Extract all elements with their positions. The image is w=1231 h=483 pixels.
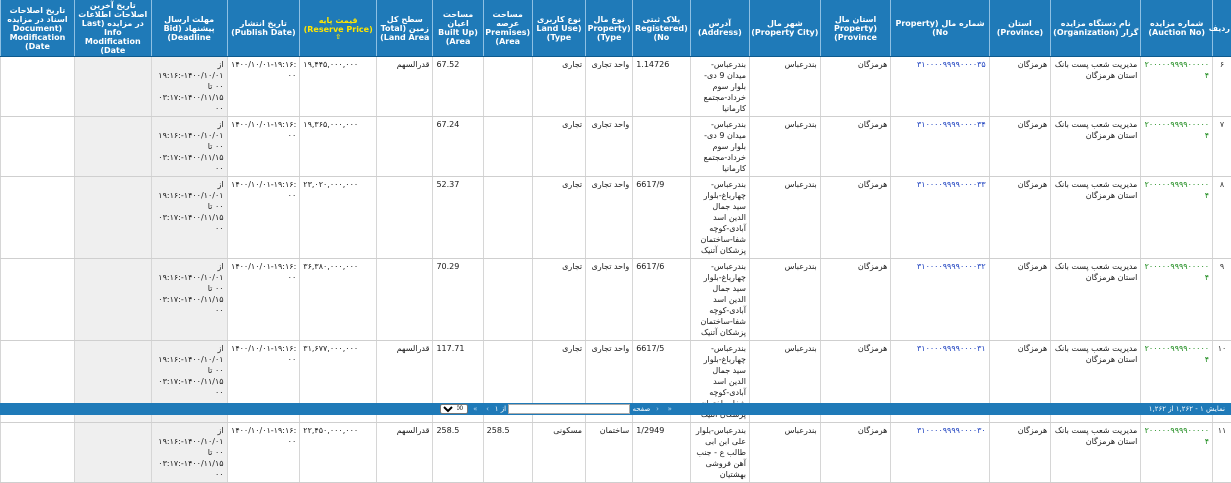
cell-land-use: تجاری [532,177,585,259]
cell-property-city: بندرعباس [750,57,821,117]
col-header-property-province[interactable]: استان مال (Property Province) [820,0,891,57]
cell-reserve-price: ۱۹,۴۴۵,۰۰۰,۰۰۰ [300,57,377,117]
cell-publish-date: ۱۴۰۰/۱۰/۰۱-۱۹:۱۶:۰۰ [227,177,300,259]
cell-info-modification-date [74,259,151,341]
cell-property-no[interactable]: ۳۱۰۰۰۰۹۹۹۹۰۰۰۰۳۳ [891,177,989,259]
cell-land-area: قدرالسهم [377,57,433,117]
cell-premises-area: 258.5 [483,423,532,483]
pagination-controls [440,403,675,415]
page-label: صفحه [633,405,651,413]
pagination-info: نمایش ۱ - ۱,۲۶۲ از ۱,۲۶۲ [1149,403,1225,415]
table-header-row [1,0,1231,57]
cell-row: ۱۰ [1213,341,1231,423]
cell-bid-deadline: از ۱۴۰۰/۱۰/۰۱-۱۹:۱۶:۰۰ تا ۱۴۰۰/۱۱/۱۵-۰۳:۱۷:۰۰ [151,57,227,117]
next-page-button[interactable]: › [482,403,492,415]
cell-row: ۶ [1213,57,1231,117]
col-header-reserve-price-label: قیمت پایه (Reserve Price) [304,16,373,34]
cell-property-no[interactable]: ۳۱۰۰۰۰۹۹۹۹۰۰۰۰۳۰ [891,423,989,483]
cell-registered-no: 6617/9 [633,177,690,259]
cell-publish-date: ۱۴۰۰/۱۰/۰۱-۱۹:۱۶:۰۰ [227,259,300,341]
cell-premises-area [483,259,532,341]
cell-land-area: قدرالسهم [377,423,433,483]
cell-premises-area [483,177,532,259]
cell-address: بندرعباس-چهارباغ-بلوار سید جمال الدین اسد آبادی-کوچه شفا-ساختمان پزشکان آتنیک [690,177,749,259]
cell-auction-no[interactable]: ۲۰۰۰۰۰۹۹۹۹۰۰۰۰۰۴ [1141,423,1213,483]
cell-info-modification-date [74,117,151,177]
cell-organization: مدیریت شعب پست بانک استان هرمزگان [1051,177,1141,259]
table-row[interactable] [1,423,1231,483]
cell-property-no[interactable]: ۳۱۰۰۰۰۹۹۹۹۰۰۰۰۳۱ [891,341,989,423]
cell-organization: مدیریت شعب پست بانک استان هرمزگان [1051,341,1141,423]
cell-reserve-price: ۳۱,۶۷۷,۰۰۰,۰۰۰ [300,341,377,423]
col-header-publish-date[interactable]: تاریخ انتشار (Publish Date) [227,0,300,57]
cell-bid-deadline: از ۱۴۰۰/۱۰/۰۱-۱۹:۱۶:۰۰ تا ۱۴۰۰/۱۱/۱۵-۰۳:۱۷:۰۰ [151,341,227,423]
cell-property-no[interactable]: ۳۱۰۰۰۰۹۹۹۹۰۰۰۰۳۲ [891,259,989,341]
col-header-province[interactable]: استان (Province) [989,0,1050,57]
cell-property-no[interactable]: ۳۱۰۰۰۰۹۹۹۹۰۰۰۰۳۴ [891,117,989,177]
cell-reserve-price: ۲۲,۴۵۰,۰۰۰,۰۰۰ [300,423,377,483]
cell-bid-deadline: از ۱۴۰۰/۱۰/۰۱-۱۹:۱۶:۰۰ تا ۱۴۰۰/۱۱/۱۵-۰۳:۱۷:۰۰ [151,423,227,483]
cell-land-area [377,117,433,177]
first-page-button[interactable]: « [665,403,675,415]
cell-reserve-price: ۱۹,۳۶۵,۰۰۰,۰۰۰ [300,117,377,177]
cell-address: بندرعباس-میدان 9 دی-بلوار سوم خرداد-مجتمع کارمانیا [690,57,749,117]
cell-document-modification-date [1,259,75,341]
cell-auction-no[interactable]: ۲۰۰۰۰۰۹۹۹۹۰۰۰۰۰۴ [1141,57,1213,117]
cell-address: بندرعباس-چهارباغ-بلوار سید جمال الدین اسد آبادی-کوچه [690,341,749,423]
cell-land-use: مسکونی [532,423,585,483]
cell-property-province: هرمزگان [820,341,891,423]
cell-built-up-area: 52.37 [433,177,483,259]
last-page-button[interactable]: » [470,403,480,415]
prev-page-button[interactable]: ‹ [653,403,663,415]
cell-organization: مدیریت شعب پست بانک استان هرمزگان [1051,57,1141,117]
cell-row: ۹ [1213,259,1231,341]
cell-built-up-area: 67.52 [433,57,483,117]
cell-land-use: تجاری [532,57,585,117]
cell-property-city: بندرعباس [750,341,821,423]
cell-auction-no[interactable]: ۲۰۰۰۰۰۹۹۹۹۰۰۰۰۰۴ [1141,177,1213,259]
cell-built-up-area: 70.29 [433,259,483,341]
cell-address: بندرعباس-بلوار علی ابن ابی طالب ع - جنب آهن فروشی بهشتیان [690,423,749,483]
cell-auction-no[interactable]: ۲۰۰۰۰۰۹۹۹۹۰۰۰۰۰۴ [1141,341,1213,423]
cell-document-modification-date [1,117,75,177]
cell-row: ۷ [1213,117,1231,177]
cell-province: هرمزگان [989,57,1050,117]
cell-property-city: بندرعباس [750,423,821,483]
col-header-registered-no[interactable]: پلاک ثبتی (Registered No) [633,0,690,57]
cell-province: هرمزگان [989,259,1050,341]
cell-registered-no [633,117,690,177]
col-header-address[interactable]: آدرس (Address) [690,0,749,57]
cell-province: هرمزگان [989,117,1050,177]
cell-premises-area [483,117,532,177]
cell-registered-no: 6617/6 [633,259,690,341]
cell-property-type: واحد تجاری [586,57,633,117]
col-header-built-up-area[interactable]: مساحت اعیان (Built Up Area) [433,0,483,57]
page-of-label: از ۱ [495,405,506,413]
cell-province: هرمزگان [989,423,1050,483]
cell-land-area [377,259,433,341]
cell-document-modification-date [1,177,75,259]
cell-province: هرمزگان [989,341,1050,423]
cell-property-city: بندرعباس [750,259,821,341]
cell-info-modification-date [74,57,151,117]
col-header-premises-area[interactable]: مساحت عرصه (Premises Area) [483,0,532,57]
cell-property-no[interactable]: ۳۱۰۰۰۰۹۹۹۹۰۰۰۰۳۵ [891,57,989,117]
table-row[interactable] [1,177,1231,259]
cell-property-province: هرمزگان [820,259,891,341]
col-header-land-use[interactable]: نوع کاربری (Land Use Type) [532,0,585,57]
cell-land-area [377,177,433,259]
cell-organization: مدیریت شعب پست بانک استان هرمزگان [1051,423,1141,483]
cell-property-type: واحد تجاری [586,177,633,259]
cell-land-use: تجاری [532,117,585,177]
col-header-property-city[interactable]: شهر مال (Property City) [750,0,821,57]
cell-land-use: تجاری [532,341,585,423]
cell-row: ۸ [1213,177,1231,259]
col-header-land-area[interactable]: سطح کل زمین (Total Land Area) [377,0,433,57]
cell-bid-deadline: از ۱۴۰۰/۱۰/۰۱-۱۹:۱۶:۰۰ تا ۱۴۰۰/۱۱/۱۵-۰۳:۱۷:۰۰ [151,177,227,259]
cell-bid-deadline: از ۱۴۰۰/۱۰/۰۱-۱۹:۱۶:۰۰ تا ۱۴۰۰/۱۱/۱۵-۰۳:۱۷:۰۰ [151,259,227,341]
col-header-auction-no[interactable]: شماره مزایده (Auction No) [1141,0,1213,57]
col-header-property-type[interactable]: نوع مال (Property Type) [586,0,633,57]
cell-property-province: هرمزگان [820,423,891,483]
table-row[interactable] [1,57,1231,117]
col-header-property-no[interactable]: شماره مال (Property No) [891,0,989,57]
cell-land-use: تجاری [532,259,585,341]
cell-auction-no[interactable]: ۲۰۰۰۰۰۹۹۹۹۰۰۰۰۰۴ [1141,117,1213,177]
cell-reserve-price: ۳۶,۳۸۰,۰۰۰,۰۰۰ [300,259,377,341]
sort-ascending-icon: ⇧ [301,34,375,41]
page-size-select[interactable] [440,404,468,414]
cell-property-type: واحد تجاری [586,259,633,341]
page-number-input[interactable] [508,404,630,414]
cell-property-province: هرمزگان [820,57,891,117]
cell-property-type: واحد تجاری [586,117,633,177]
cell-publish-date: ۱۴۰۰/۱۰/۰۱-۱۹:۱۶:۰۰ [227,341,300,423]
cell-built-up-area: 258.5 [433,423,483,483]
cell-property-city: بندرعباس [750,177,821,259]
cell-address: بندرعباس-چهارباغ-بلوار سید جمال الدین اسد آبادی-کوچه شفا-ساختمان پزشکان آتنیک [690,259,749,341]
col-header-document-modification-date[interactable]: تاریخ اصلاحات اسناد در مزایده (Document Modification Date) [1,0,75,57]
cell-auction-no[interactable]: ۲۰۰۰۰۰۹۹۹۹۰۰۰۰۰۴ [1141,259,1213,341]
cell-property-city: بندرعباس [750,117,821,177]
cell-address: بندرعباس-میدان 9 دی-بلوار سوم خرداد-مجتمع کارمانیا [690,117,749,177]
cell-row: ۱۱ [1213,423,1231,483]
cell-property-type: ساختمان [586,423,633,483]
cell-property-province: هرمزگان [820,117,891,177]
cell-document-modification-date [1,423,75,483]
cell-premises-area [483,57,532,117]
col-header-info-modification-date[interactable]: تاریخ آخرین اصلاحات اطلاعات در مزایده (Last Info Modification Date) [74,0,151,57]
col-header-organization[interactable]: نام دستگاه مزایده گزار (Organization) [1051,0,1141,57]
cell-reserve-price: ۲۳,۰۲۰,۰۰۰,۰۰۰ [300,177,377,259]
cell-built-up-area: 117.71 [433,341,483,423]
cell-province: هرمزگان [989,177,1050,259]
table-row[interactable] [1,259,1231,341]
cell-registered-no: 1/2949 [633,423,690,483]
cell-publish-date: ۱۴۰۰/۱۰/۰۱-۱۹:۱۶:۰۰ [227,57,300,117]
table-row[interactable] [1,117,1231,177]
cell-land-area: قدرالسهم [377,341,433,423]
cell-built-up-area: 67.24 [433,117,483,177]
cell-publish-date: ۱۴۰۰/۱۰/۰۱-۱۹:۱۶:۰۰ [227,117,300,177]
cell-organization: مدیریت شعب پست بانک استان هرمزگان [1051,259,1141,341]
cell-organization: مدیریت شعب پست بانک استان هرمزگان [1051,117,1141,177]
cell-document-modification-date [1,57,75,117]
pagination-bar [0,403,1231,415]
cell-registered-no: 6617/5 [633,341,690,423]
col-header-row[interactable]: ردیف [1213,0,1231,57]
cell-info-modification-date [74,423,151,483]
cell-registered-no: 1.14726 [633,57,690,117]
cell-bid-deadline: از ۱۴۰۰/۱۰/۰۱-۱۹:۱۶:۰۰ تا ۱۴۰۰/۱۱/۱۵-۰۳:۱۷:۰۰ [151,117,227,177]
col-header-bid-deadline[interactable]: مهلت ارسال پیشنهاد (Bid Deadline) [151,0,227,57]
cell-publish-date: ۱۴۰۰/۱۰/۰۱-۱۹:۱۶:۰۰ [227,423,300,483]
col-header-reserve-price[interactable] [300,0,377,57]
cell-property-province: هرمزگان [820,177,891,259]
cell-property-type: واحد تجاری [586,341,633,423]
cell-info-modification-date [74,177,151,259]
